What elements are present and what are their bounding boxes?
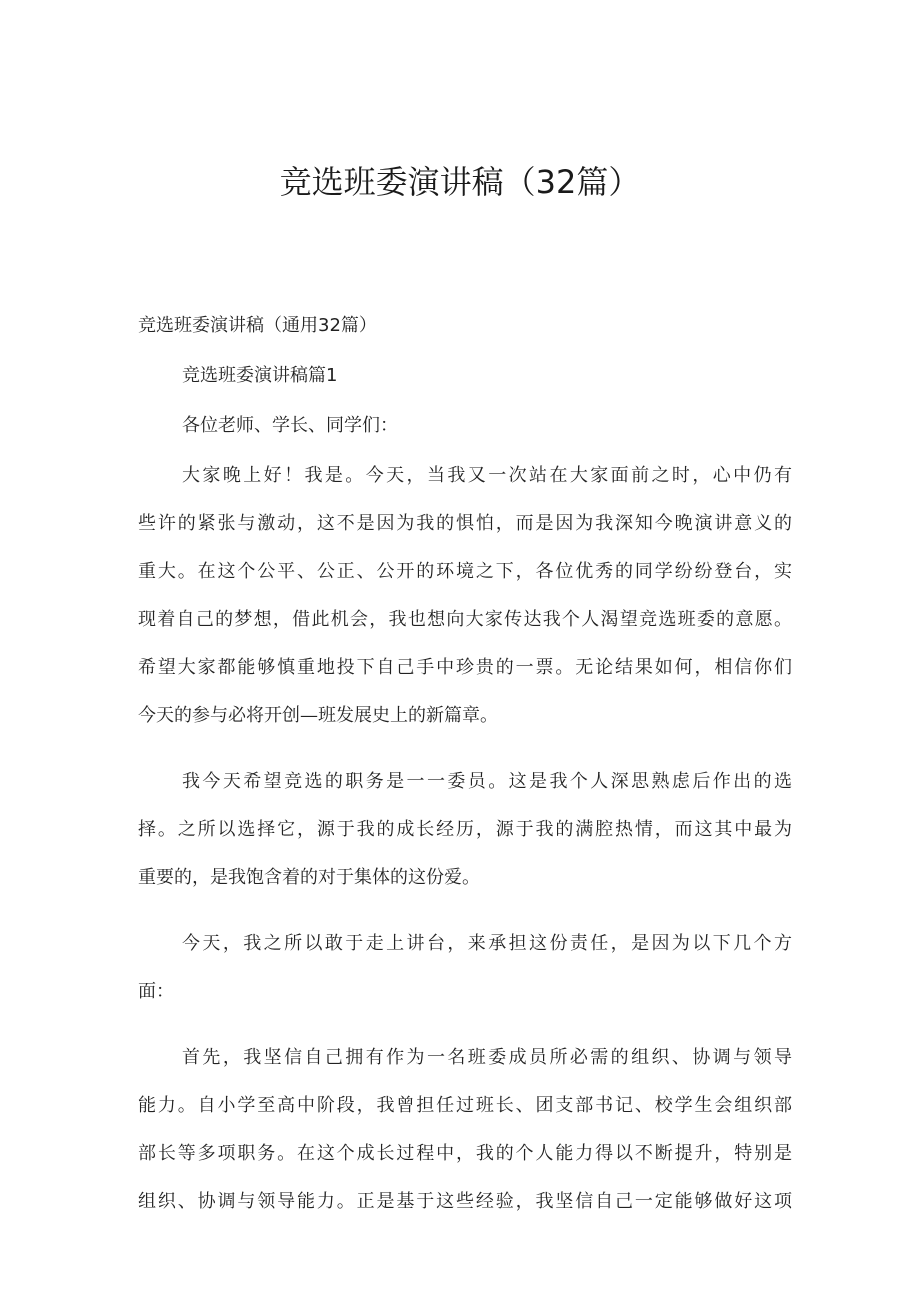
paragraph-line: 部长等多项职务。在这个成长过程中，我的个人能力得以不断提升，特别是 — [138, 1143, 792, 1164]
paragraph-line: 希望大家都能够慎重地投下自己手中珍贵的一票。无论结果如何，相信你们 — [138, 657, 792, 678]
paragraph-1 — [138, 460, 792, 748]
section-heading: 竞选班委演讲稿篇1 — [182, 365, 338, 386]
paragraph-line: 些许的紧张与激动，这不是因为我的惧怕，而是因为我深知今晚演讲意义的 — [138, 513, 792, 534]
paragraph-line: 面： — [138, 981, 174, 1002]
paragraph-2 — [138, 766, 792, 910]
paragraph-line: 能力。自小学至高中阶段，我曾担任过班长、团支部书记、校学生会组织部 — [138, 1095, 792, 1116]
paragraph-line: 首先，我坚信自己拥有作为一名班委成员所必需的组织、协调与领导 — [182, 1047, 792, 1068]
document-body — [138, 310, 792, 1252]
paragraph-4 — [138, 1042, 792, 1234]
paragraph-line: 今天的参与必将开创—班发展史上的新篇章。 — [138, 705, 498, 726]
paragraph-line: 大家晚上好！我是。今天，当我又一次站在大家面前之时，心中仍有 — [182, 465, 792, 486]
paragraph-line: 现着自己的梦想，借此机会，我也想向大家传达我个人渴望竞选班委的意愿。 — [138, 609, 792, 630]
paragraph-line: 组织、协调与领导能力。正是基于这些经验，我坚信自己一定能够做好这项 — [138, 1191, 792, 1212]
paragraph-line: 重大。在这个公平、公正、公开的环境之下，各位优秀的同学纷纷登台，实 — [138, 561, 792, 582]
paragraph-line: 今天，我之所以敢于走上讲台，来承担这份责任，是因为以下几个方 — [182, 933, 792, 954]
paragraph-line: 我今天希望竞选的职务是一一委员。这是我个人深思熟虑后作出的选 — [182, 771, 792, 792]
document-subtitle: 竞选班委演讲稿（通用32篇） — [138, 315, 377, 336]
greeting-line: 各位老师、学长、同学们： — [182, 415, 398, 436]
paragraph-line: 重要的，是我饱含着的对于集体的这份爱。 — [138, 867, 480, 888]
paragraph-line: 择。之所以选择它，源于我的成长经历，源于我的满腔热情，而这其中最为 — [138, 819, 792, 840]
document-title: 竞选班委演讲稿（32篇） — [279, 163, 641, 201]
paragraph-3 — [138, 928, 792, 1024]
